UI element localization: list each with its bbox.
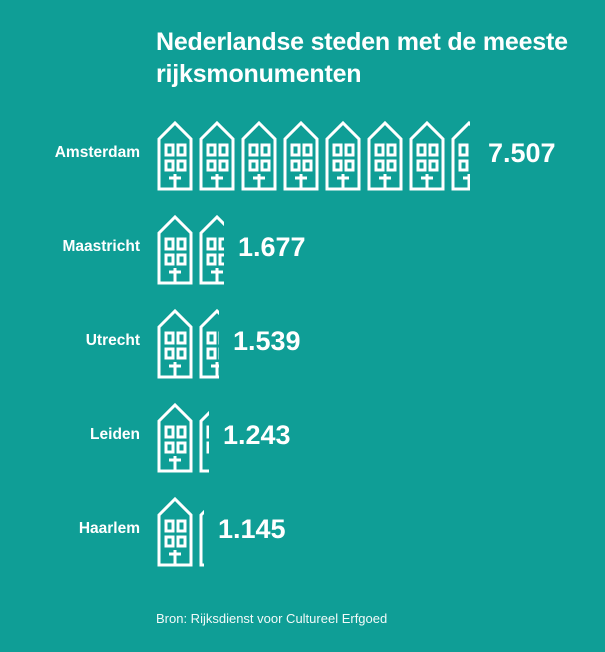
row-label-utrecht: Utrecht bbox=[85, 332, 140, 349]
row-label-leiden: Leiden bbox=[90, 426, 140, 443]
row-value-amsterdam: 7.507 bbox=[488, 137, 556, 168]
row-value-utrecht: 1.539 bbox=[233, 325, 301, 356]
row-label-amsterdam: Amsterdam bbox=[54, 144, 140, 161]
page-title: Nederlandse steden met de meeste rijksmonumenten bbox=[156, 28, 568, 88]
house-pictogram-icon bbox=[280, 115, 322, 191]
row-label-maastricht: Maastricht bbox=[62, 238, 140, 255]
house-pictogram-icon bbox=[238, 115, 280, 191]
row-value-haarlem: 1.145 bbox=[218, 513, 286, 544]
row-label-haarlem: Haarlem bbox=[78, 520, 140, 537]
house-pictogram-icon-partial bbox=[196, 397, 209, 473]
house-pictogram-icon-partial bbox=[196, 209, 224, 285]
table-row bbox=[0, 200, 605, 294]
house-pictogram-icon bbox=[154, 209, 196, 285]
house-pictogram-icon bbox=[406, 115, 448, 191]
house-pictogram-icon bbox=[154, 491, 196, 567]
house-pictogram-icon bbox=[154, 397, 196, 473]
house-pictogram-icon-partial bbox=[448, 115, 470, 191]
house-pictogram-icon bbox=[196, 115, 238, 191]
pictogram-group-utrecht bbox=[154, 303, 219, 379]
house-pictogram-icon bbox=[154, 303, 196, 379]
pictogram-group-maastricht bbox=[154, 209, 224, 285]
chart-rows bbox=[0, 106, 605, 576]
house-pictogram-icon bbox=[364, 115, 406, 191]
pictogram-group-leiden bbox=[154, 397, 209, 473]
table-row bbox=[0, 482, 605, 576]
row-value-maastricht: 1.677 bbox=[238, 231, 306, 262]
pictogram-group-amsterdam bbox=[154, 115, 474, 191]
house-pictogram-icon bbox=[322, 115, 364, 191]
house-pictogram-icon bbox=[154, 115, 196, 191]
table-row bbox=[0, 388, 605, 482]
row-value-leiden: 1.243 bbox=[223, 419, 291, 450]
pictogram-group-haarlem bbox=[154, 491, 204, 567]
table-row bbox=[0, 106, 605, 200]
house-pictogram-icon-partial bbox=[196, 303, 219, 379]
table-row bbox=[0, 294, 605, 388]
house-pictogram-icon-partial bbox=[196, 491, 204, 567]
source-note: Bron: Rijksdienst voor Cultureel Erfgoed bbox=[156, 611, 388, 626]
